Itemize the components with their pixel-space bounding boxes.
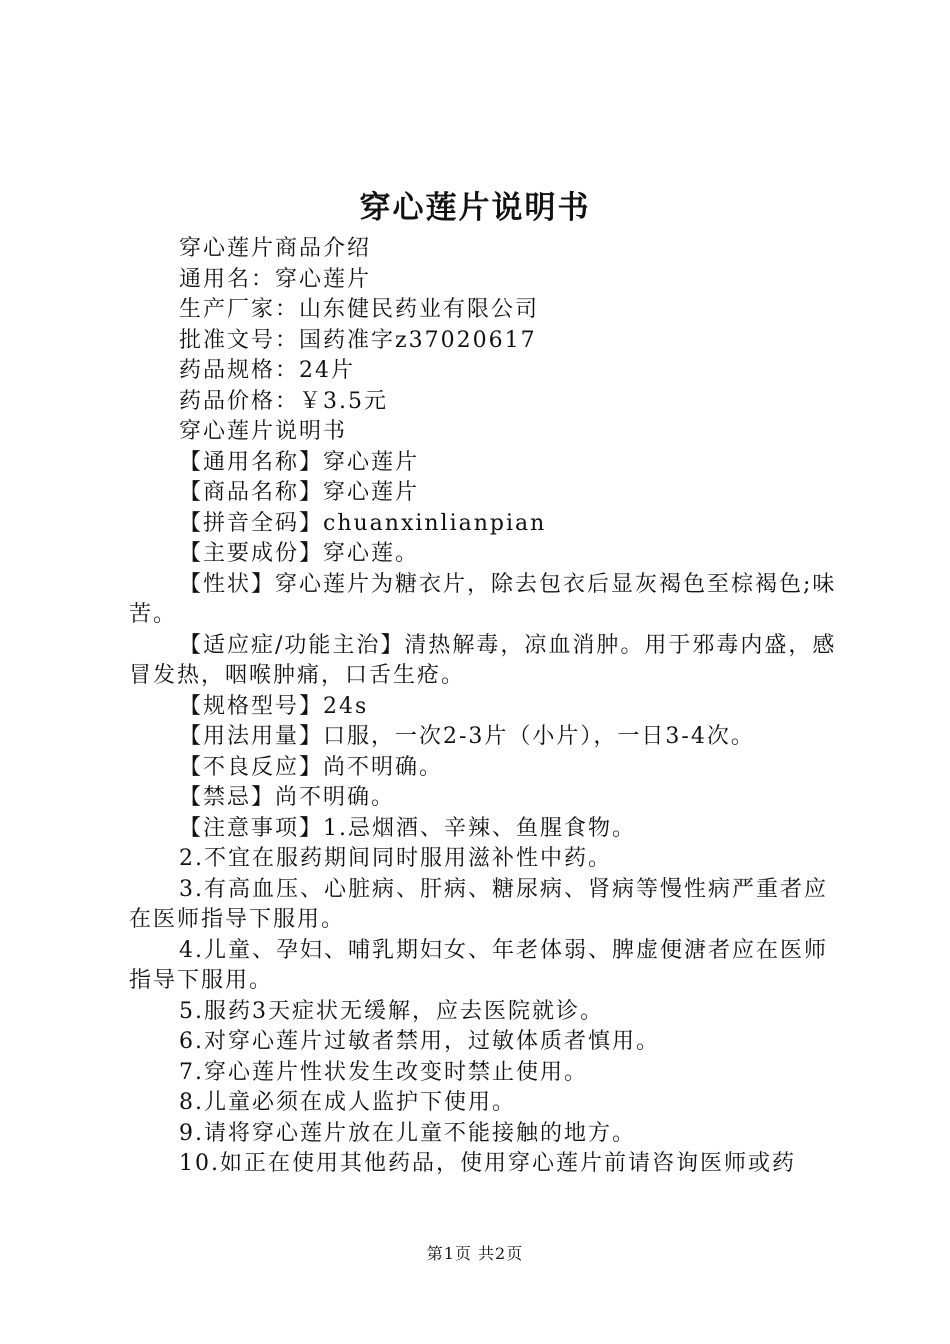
text-paragraph: 【适应症/功能主治】清热解毒，凉血消肿。用于邪毒内盛，感冒发热，咽喉肿痛，口舌生疮。: [129, 632, 837, 688]
text-line: 药品规格：24片: [179, 358, 355, 383]
text-line: 【禁忌】尚不明确。: [179, 785, 396, 810]
text-line: 穿心莲片说明书: [179, 419, 348, 444]
document-title: 穿心莲片说明书: [359, 190, 591, 226]
text-line: 8.儿童必须在成人监护下使用。: [179, 1090, 516, 1115]
text-line: 【拼音全码】chuanxinlianpian: [179, 510, 547, 536]
page-footer: 第1页 共2页: [426, 1244, 524, 1263]
text-line: 【用法用量】口服，一次2-3片（小片），一日3-4次。: [179, 724, 755, 749]
text-line: 【主要成份】穿心莲。: [179, 541, 420, 566]
text-paragraph: 【性状】穿心莲片为糖衣片，除去包衣后显灰褐色至棕褐色;味苦。: [129, 571, 837, 627]
text-line: 6.对穿心莲片过敏者禁用，过敏体质者慎用。: [179, 1029, 660, 1054]
text-line: 通用名：穿心莲片: [179, 266, 372, 292]
text-line: 药品价格：￥3.5元: [179, 388, 388, 414]
document-body: [129, 234, 841, 1180]
text-paragraph: 3.有高血压、心脏病、肝病、糖尿病、肾病等慢性病严重者应在医师指导下服用。: [129, 876, 828, 932]
text-line: 【注意事项】1.忌烟酒、辛辣、鱼腥食物。: [179, 815, 636, 841]
text-line: 9.请将穿心莲片放在儿童不能接触的地方。: [179, 1120, 636, 1146]
text-line: 2.不宜在服药期间同时服用滋补性中药。: [179, 846, 612, 871]
text-line: 5.服药3天症状无缓解，应去医院就诊。: [179, 998, 604, 1024]
text-line: 10.如正在使用其他药品，使用穿心莲片前请咨询医师或药: [179, 1151, 796, 1176]
text-line: 穿心莲片商品介绍: [179, 236, 372, 261]
text-line: 生产厂家：山东健民药业有限公司: [179, 297, 540, 322]
text-line: 【通用名称】穿心莲片: [179, 449, 420, 475]
text-line: 7.穿心莲片性状发生改变时禁止使用。: [179, 1059, 588, 1085]
text-line: 批准文号：国药准字z37020617: [179, 327, 537, 353]
text-line: 【不良反应】尚不明确。: [179, 754, 444, 780]
text-paragraph: 4.儿童、孕妇、哺乳期妇女、年老体弱、脾虚便溏者应在医师指导下服用。: [129, 937, 828, 993]
text-line: 【商品名称】穿心莲片: [179, 480, 420, 505]
text-line: 【规格型号】24s: [179, 693, 369, 719]
